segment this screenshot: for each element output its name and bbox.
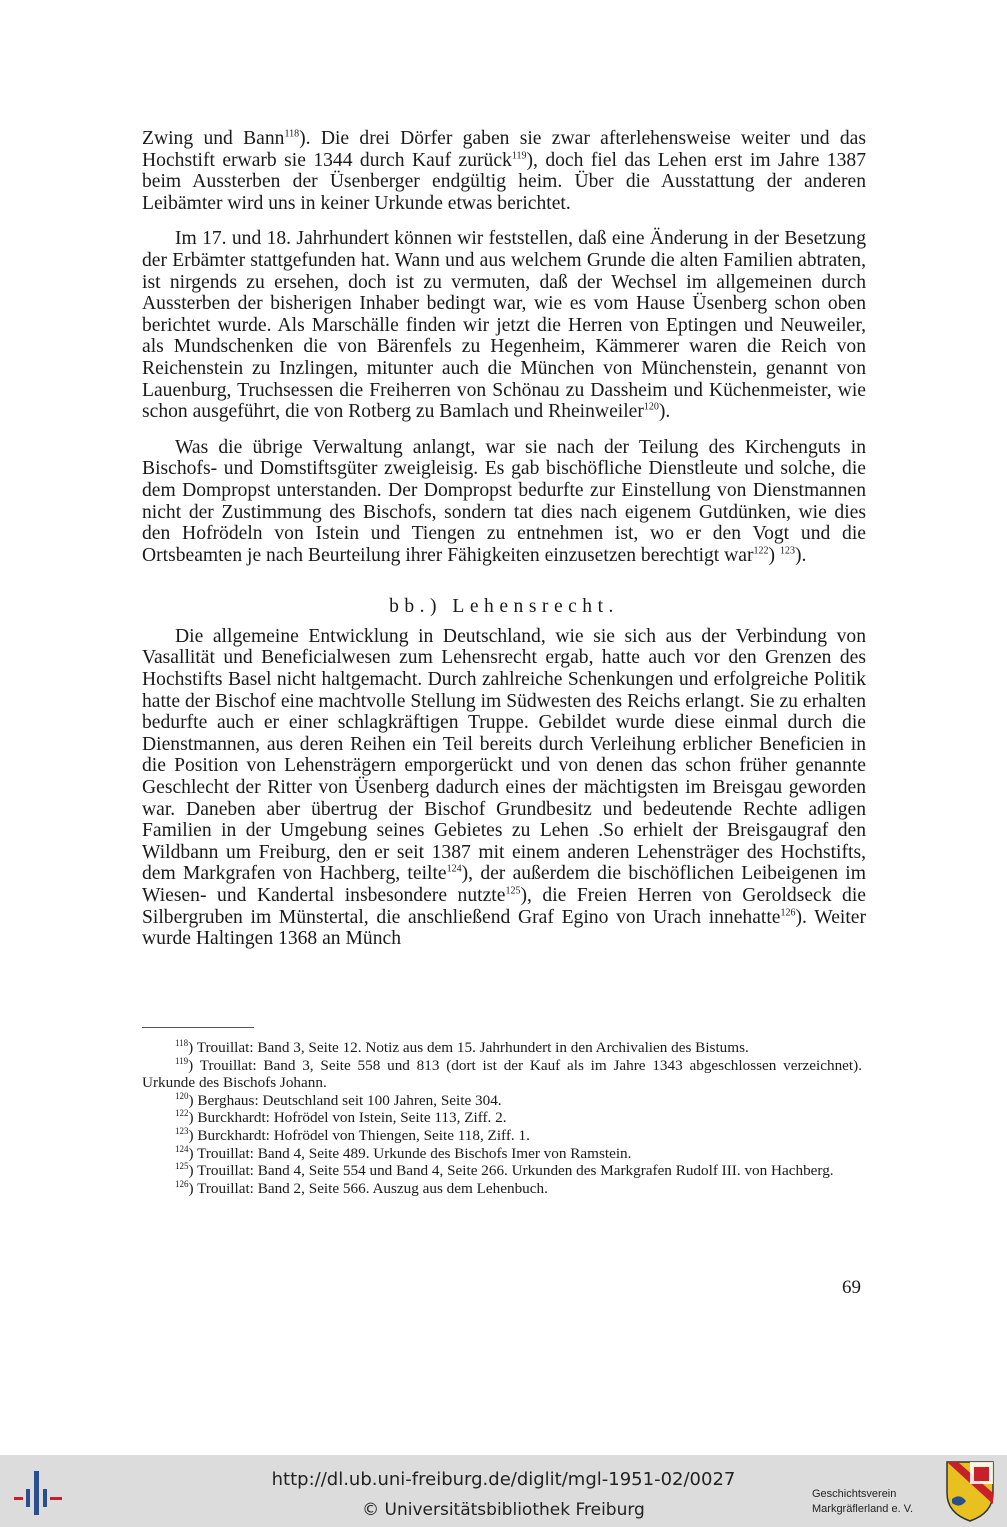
footnotes [142,1039,862,1197]
paragraph-1: Zwing und Bann$^{118}$). Die drei Dörfer gaben sie zwar afterlehensweise weiter und das Hochstift erwarb sie 1344 durch Kauf zurück$^{119}$), doch fiel das Lehen erst im Jahre 1387 beim Aussterben der Üsenberger endgültig heim. Über die Ausstattung der anderen Leibämter wird uns in keiner Urkunde etwas berichtet. [142,128,867,214]
section-heading: bb.) Lehensrecht. [389,596,619,618]
footnote-ref[interactable]: 125 [505,885,521,897]
copyright-notice: © Universitätsbibliothek Freiburg [362,1500,645,1520]
footnote-ref[interactable]: 124 [446,863,462,875]
page-body [142,128,866,950]
society-name: Geschichtsverein Markgräflerland e. V. [812,1488,914,1515]
footnote: $^{124}$) Trouillat: Band 4, Seite 489. Urkunde des Bischofs Imer von Ramstein. [175,1143,632,1162]
footnote-ref[interactable]: 126 [780,907,796,919]
coat-of-arms-icon [944,1459,996,1523]
footnote-ref[interactable]: 120 [643,401,659,413]
paragraph-3: Was die übrige Verwaltung anlangt, war sie nach der Teilung des Kirchenguts in Bischofs- und Domstiftsgüter zweigleisig. Es gab bischöfliche Dienstleute und solche, die dem Dompropst unterstanden. Der Dompropst bedurfte zur Einstellung von Dienstmannen nicht der Zustimmung des Bischofs, sondern tat dies nach eigenem Gutdünken, wie dies den Hofrödeln von Istein und Tiengen zu entnehmen ist, wo er den Vogt und die Ortsbeamten je nach Beurteilung ihrer Fähigkeiten einzusetzen berechtigt war$^{122}$) $^{123}$). [142,436,866,566]
footnote: $^{125}$) Trouillat: Band 4, Seite 554 und Band 4, Seite 266. Urkunden des Markgrafen Rudolf III. von Hachberg. [175,1161,834,1180]
footnote: $^{120}$) Berghaus: Deutschland seit 100 Jahren, Seite 304. [175,1090,502,1109]
footnote-ref[interactable]: 118 [284,128,300,140]
footnote: $^{118}$) Trouillat: Band 3, Seite 12. Notiz aus dem 15. Jahrhundert in den Archivalien des Bistums. [175,1037,749,1056]
footnote-ref[interactable]: 119 [511,150,527,162]
footnote-ref[interactable]: 122 [753,545,769,557]
footnote: $^{126}$) Trouillat: Band 2, Seite 566. Auszug aus dem Lehenbuch. [175,1178,548,1197]
paragraph-4: Die allgemeine Entwicklung in Deutschland, wie sie sich aus der Verbindung von Vasallität und Beneficialwesen zum Lehensrecht ergab, hatte auch vor den Grenzen des Hochstifts Basel nicht haltgemacht. Durch zahlreiche Schenkungen und erfolgreiche Politik hatte der Bischof eine machtvolle Stellung im Südwesten des Reichs erlangt. Sie zu erhalten bedurfte auch er einer schlagkräftigen Truppe. Gebildet wurde diese einmal durch die Dienstmannen, aus deren Reihen ein Teil bereits durch Verleihung erblicher Beneficien in die Position von Lehensträgern emporgerückt und von denen das schon früher genannte Geschlecht der Ritter von Üsenberg dadurch eines der mächtigsten im Breisgau geworden war. Daneben aber übertrug der Bischof Grundbesitz und bedeutende Rechte adligen Familien in der Umgebung seines Gebietes zu Lehen .So erhielt der Breisgaugraf den Wildbann um Freiburg, den er seit 1387 mit einem anderen Lehensträger des Hochstifts, dem Markgrafen von Hachberg, teilte$^{124}$), der außerdem die bischöflichen Leibeigenen im Wiesen- und Kandertal insbesondere nutzte$^{125}$), die Freien Herren von Geroldseck die Silbergruben im Münstertal, die anschließend Graf Egino von Urach innehatte$^{126}$). Weiter wurde Haltingen 1368 an Münch [142,625,867,950]
footnote-divider [142,1027,254,1028]
page-number: 69 [842,1277,861,1298]
permalink-url[interactable]: http://dl.ub.uni-freiburg.de/diglit/mgl-1951-02/0027 [271,1469,736,1490]
footnote: $^{119}$) Trouillat: Band 3, Seite 558 und 813 (dort ist der Kauf als im Jahre 1343 abgeschlossen verzeichnet). Urkunde des Bischofs Johann. [142,1055,862,1092]
viewer-footer [0,1455,1007,1527]
paragraph-2: Im 17. und 18. Jahrhundert können wir feststellen, daß eine Änderung in der Besetzung der Erbämter stattgefunden hat. Wann und aus welchem Grunde die alten Familien abtraten, ist nirgends zu ersehen, doch ist zu vermuten, daß der Wechsel im allgemeinen durch Aussterben der bisherigen Inhaber bedingt war, wie es vom Hause Üsenberg schon oben berichtet wurde. Als Marschälle finden wir jetzt die Herren von Eptingen und Neuweiler, als Mundschenken die von Bärenfels zu Hegenheim, Kämmerer waren die Reich von Reichenstein zu Inzlingen, mitunter auch die München von Münchenstein, genannt von Lauenburg, Truchsessen die Freiherren von Schönau zu Dassheim und Küchenmeister, wie schon ausgeführt, die von Rotberg zu Bamlach und Rheinweiler$^{120}$). [142,228,866,423]
footnote-ref[interactable]: 123 [779,545,795,557]
footnote: $^{122}$) Burckhardt: Hofrödel von Istein, Seite 113, Ziff. 2. [175,1108,507,1127]
footnote: $^{123}$) Burckhardt: Hofrödel von Thiengen, Seite 118, Ziff. 1. [175,1125,530,1144]
